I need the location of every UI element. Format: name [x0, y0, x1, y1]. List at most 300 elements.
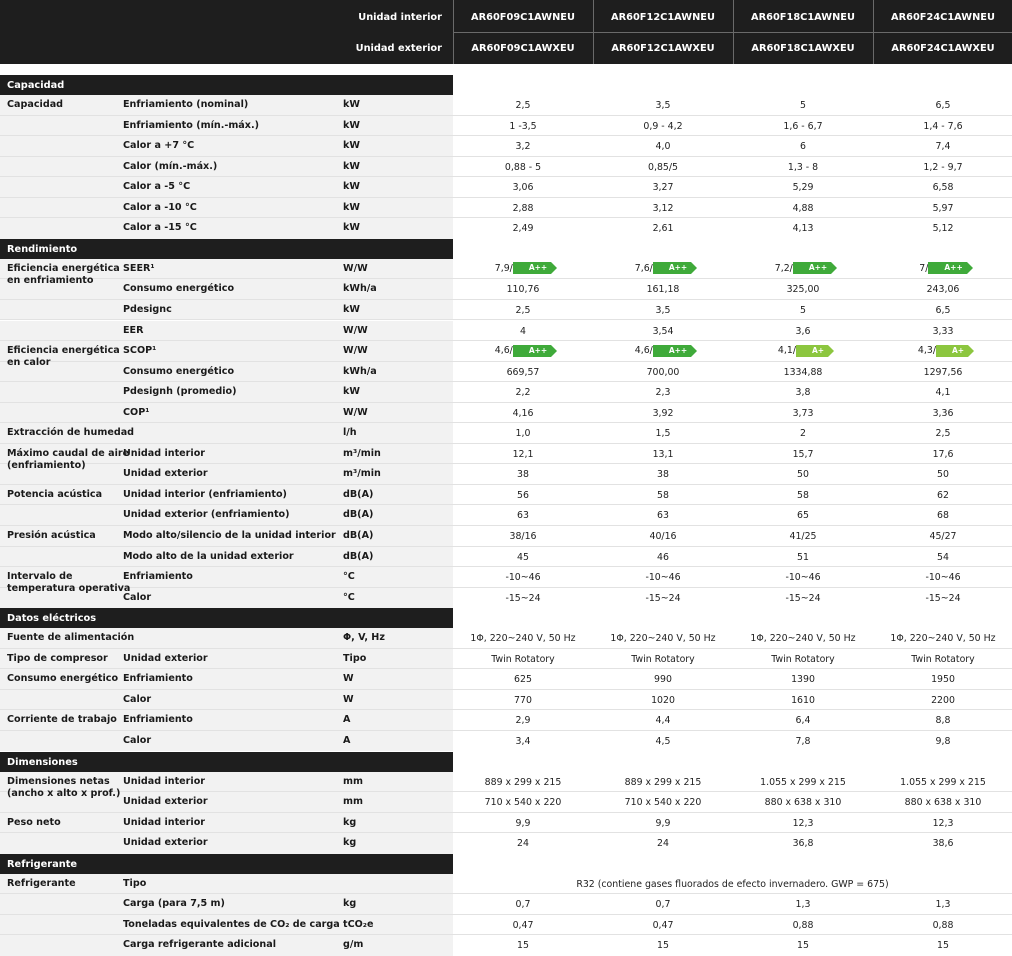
- value-cell: [873, 777, 1012, 789]
- value-text: 6,58: [932, 182, 954, 194]
- parameter-label: Toneladas equivalentes de CO₂ de carga: [123, 918, 340, 930]
- value-cell: [733, 797, 873, 809]
- value-text: 56: [517, 489, 529, 501]
- parameter-label: Enfriamiento (mín.-máx.): [123, 119, 260, 131]
- value-cell: [733, 572, 873, 584]
- value-cell: [453, 838, 593, 850]
- value-cell: [593, 797, 733, 809]
- table-row: [0, 464, 1012, 485]
- value-cell: [733, 940, 873, 952]
- value-text: 4: [520, 325, 526, 337]
- value-cell: [593, 674, 733, 686]
- value-cell: [593, 777, 733, 789]
- table-row: [0, 423, 1012, 444]
- unit-label: kg: [343, 898, 357, 910]
- parameter-label: Enfriamiento (nominal): [123, 99, 249, 110]
- value-text: 770: [514, 694, 532, 706]
- value-text: 5,12: [932, 223, 954, 235]
- value-cell: [873, 305, 1012, 317]
- value-cell: [453, 408, 593, 420]
- value-text: 4,16: [512, 407, 534, 419]
- value-text: 58: [657, 489, 669, 501]
- value-cell: [453, 899, 593, 911]
- value-text: 3,27: [652, 182, 674, 194]
- parameter-label: Enfriamiento: [123, 714, 193, 726]
- value-text: 68: [937, 510, 949, 522]
- value-text: 1,6 - 6,7: [783, 120, 823, 132]
- value-text: 15: [797, 940, 809, 952]
- value-cell: [873, 223, 1012, 235]
- value-cell: [593, 920, 733, 932]
- value-text: 3,33: [932, 325, 954, 337]
- value-text: 1Φ, 220~240 V, 50 Hz: [470, 633, 576, 645]
- table-row: [0, 198, 1012, 219]
- table-row: [0, 218, 1012, 239]
- table-row: [0, 362, 1012, 383]
- table-row: [0, 321, 1012, 342]
- outdoor-model: AR60F18C1AWXEU: [751, 43, 855, 54]
- value-text: 0,47: [512, 919, 534, 931]
- value-cell: [873, 695, 1012, 707]
- value-text: Twin Rotatory: [491, 653, 555, 665]
- table-row: [0, 505, 1012, 526]
- value-cell: [453, 490, 593, 502]
- value-cell: [873, 736, 1012, 748]
- energy-class-badge: A++: [793, 262, 831, 274]
- value-cell: [453, 654, 593, 666]
- value-cell: [873, 920, 1012, 932]
- value-cell: [453, 326, 593, 338]
- value-text: 4,0: [655, 141, 671, 153]
- value-cell: [873, 284, 1012, 296]
- value-text: -10~46: [785, 572, 821, 584]
- energy-class-badge: A++: [513, 262, 551, 274]
- value-text: 5,29: [792, 182, 814, 194]
- parameter-label: Consumo energético: [123, 283, 235, 295]
- value-cell: [733, 305, 873, 317]
- outdoor-model: AR60F09C1AWXEU: [471, 43, 575, 54]
- table-row: [0, 567, 1012, 595]
- value-cell: [873, 428, 1012, 440]
- value-cell: [733, 777, 873, 789]
- value-cell: [453, 736, 593, 748]
- energy-class-badge: A++: [513, 345, 551, 357]
- unit-label: kW: [343, 222, 360, 234]
- table-row: [0, 669, 1012, 690]
- value-cell: [873, 203, 1012, 215]
- parameter-label: Pdesignh (promedio): [123, 386, 237, 398]
- unit-label: W: [343, 673, 354, 685]
- value-cell: [873, 797, 1012, 809]
- table-row: [0, 792, 1012, 813]
- value-text: 1Φ, 220~240 V, 50 Hz: [610, 633, 716, 645]
- parameter-label: Carga refrigerante adicional: [123, 939, 276, 951]
- value-text: 1Φ, 220~240 V, 50 Hz: [890, 633, 996, 645]
- unit-label: kWh/a: [343, 283, 377, 295]
- parameter-label: Calor: [123, 693, 152, 705]
- value-cell: [453, 162, 593, 174]
- value-cell: [593, 141, 733, 153]
- value-text: 9,9: [655, 817, 671, 829]
- table-row: [0, 915, 1012, 936]
- value-cell: [593, 899, 733, 911]
- value-text: 2,5: [515, 100, 531, 111]
- value-text: 2: [800, 428, 806, 440]
- section-title: Capacidad: [7, 80, 65, 91]
- table-row: [0, 588, 1012, 609]
- value-text: 243,06: [926, 284, 960, 296]
- value-cell: [873, 408, 1012, 420]
- group-label: Eficiencia energética en calor: [7, 345, 120, 369]
- value-cell: [733, 715, 873, 727]
- value-text: 110,76: [506, 284, 540, 296]
- value-text: 3,54: [652, 325, 674, 337]
- parameter-label: Enfriamiento: [123, 673, 193, 685]
- value-cell: [593, 182, 733, 194]
- table-row: [0, 485, 1012, 506]
- value-text: 2,2: [515, 387, 531, 399]
- value-cell: [733, 162, 873, 174]
- table-row: [0, 649, 1012, 670]
- value-text: 1.055 x 299 x 215: [900, 776, 986, 788]
- unit-label: kW: [343, 181, 360, 193]
- value-cell: [733, 326, 873, 338]
- parameter-label: Modo alto de la unidad exterior: [123, 550, 294, 562]
- unit-label: kg: [343, 816, 357, 828]
- value-cell: [733, 342, 873, 360]
- value-cell: [593, 633, 733, 645]
- group-label: Dimensiones netas (ancho x alto x prof.): [7, 775, 121, 799]
- value-text: 161,18: [646, 284, 680, 296]
- value-text: 3,12: [652, 202, 674, 214]
- value-cell: [733, 838, 873, 850]
- value-text: 990: [654, 674, 672, 686]
- value-text: 3,4: [515, 735, 531, 747]
- value-text: 1334,88: [783, 366, 823, 378]
- value-cell: [593, 654, 733, 666]
- value-cell: [873, 141, 1012, 153]
- value-cell: [873, 469, 1012, 481]
- value-text: 40/16: [649, 531, 677, 542]
- value-cell: [873, 674, 1012, 686]
- value-cell: [873, 367, 1012, 379]
- value-text: -10~46: [645, 572, 681, 584]
- value-text: 1020: [651, 694, 675, 706]
- value-cell: [733, 674, 873, 686]
- parameter-label: Pdesignc: [123, 303, 172, 315]
- unit-label: dB(A): [343, 550, 374, 562]
- value-text: 2,5: [515, 304, 531, 316]
- energy-class-badge: A+: [936, 345, 968, 357]
- value-cell: [873, 449, 1012, 461]
- value-text: 24: [657, 838, 669, 850]
- unit-label: Φ, V, Hz: [343, 632, 385, 644]
- value-text: 880 x 638 x 310: [904, 797, 982, 809]
- unit-label: W/W: [343, 262, 368, 274]
- table-row: [0, 403, 1012, 424]
- parameter-label: COP¹: [123, 406, 150, 418]
- value-cell: [873, 182, 1012, 194]
- parameter-label: Unidad interior (enfriamiento): [123, 488, 287, 500]
- value-cell: [593, 572, 733, 584]
- value-text: 17,6: [932, 448, 954, 460]
- unit-label: kW: [343, 160, 360, 172]
- value-text: 1Φ, 220~240 V, 50 Hz: [750, 633, 856, 645]
- value-cell: [593, 510, 733, 522]
- value-text: 46: [657, 551, 669, 563]
- value-cell: [593, 326, 733, 338]
- parameter-label: Unidad interior: [123, 775, 206, 787]
- value-cell: [733, 367, 873, 379]
- group-label: Presión acústica: [7, 530, 96, 541]
- value-cell: [453, 121, 593, 133]
- table-row: [0, 894, 1012, 915]
- parameter-label: Unidad exterior: [123, 652, 208, 664]
- value-text: 2,49: [512, 223, 534, 235]
- value-cell: [733, 818, 873, 830]
- value-cell: [453, 633, 593, 645]
- value-text: 4,6/: [494, 345, 513, 357]
- value-text: 1390: [791, 674, 815, 686]
- value-text: 0,7: [655, 899, 671, 911]
- value-text: 1950: [931, 674, 955, 686]
- value-cell: [873, 100, 1012, 112]
- table-row: [0, 341, 1012, 369]
- value-cell: [593, 428, 733, 440]
- group-label: Eficiencia energética en enfriamiento: [7, 262, 120, 286]
- section-header: [0, 752, 453, 772]
- value-text: -15~24: [785, 592, 821, 604]
- value-cell: [453, 510, 593, 522]
- value-cell: [453, 305, 593, 317]
- value-text: Twin Rotatory: [911, 653, 975, 665]
- value-text: 4,88: [792, 202, 814, 214]
- group-label: Potencia acústica: [7, 488, 103, 500]
- unit-label: kW: [343, 99, 360, 110]
- value-cell: [593, 736, 733, 748]
- parameter-label: Calor a +7 °C: [123, 140, 195, 152]
- value-text: 58: [797, 489, 809, 501]
- unit-label: kW: [343, 119, 360, 131]
- value-cell: [593, 121, 733, 133]
- value-text: 3,06: [512, 182, 534, 194]
- value-text: 3,2: [515, 141, 531, 153]
- outdoor-model: AR60F24C1AWXEU: [891, 43, 995, 54]
- value-cell: [593, 284, 733, 296]
- value-text: 65: [797, 510, 809, 522]
- value-text: 2,3: [655, 387, 671, 399]
- value-text: 4,1: [935, 387, 951, 399]
- value-text: 24: [517, 838, 529, 850]
- value-text: 5: [800, 304, 806, 316]
- indoor-model: AR60F09C1AWNEU: [471, 12, 575, 23]
- value-text: -15~24: [925, 592, 961, 604]
- value-cell: [873, 818, 1012, 830]
- value-cell: [733, 510, 873, 522]
- value-cell: [593, 203, 733, 215]
- parameter-label: SCOP¹: [123, 345, 157, 357]
- unit-label: W/W: [343, 406, 368, 418]
- value-text: Twin Rotatory: [631, 653, 695, 665]
- value-cell: [453, 284, 593, 296]
- value-cell: [453, 674, 593, 686]
- value-cell: [453, 777, 593, 789]
- value-cell: R32 (contiene gases fluorados de efecto invernadero. GWP = 675): [576, 878, 889, 890]
- value-cell: [593, 531, 733, 543]
- value-text: 3,8: [795, 387, 811, 399]
- value-text: 38: [517, 469, 529, 481]
- indoor-model: AR60F18C1AWNEU: [751, 12, 855, 23]
- group-label: Extracción de humedad: [7, 427, 135, 439]
- table-row: [0, 279, 1012, 300]
- value-cell: [453, 469, 593, 481]
- value-text: 0,47: [652, 919, 674, 931]
- unit-label: dB(A): [343, 509, 374, 521]
- unit-label: °C: [343, 571, 355, 583]
- unit-label: A: [343, 714, 351, 726]
- value-cell: [453, 818, 593, 830]
- value-text: 62: [937, 489, 949, 501]
- value-text: 13,1: [652, 448, 674, 460]
- value-cell: [733, 428, 873, 440]
- value-text: 710 x 540 x 220: [484, 797, 562, 809]
- table-header: [0, 0, 1012, 64]
- value-cell: [593, 162, 733, 174]
- value-text: 6,5: [935, 100, 951, 111]
- indoor-unit-label: Unidad interior: [358, 12, 442, 23]
- unit-label: dB(A): [343, 488, 374, 500]
- value-text: 38/16: [509, 531, 537, 542]
- value-text: 1,0: [515, 428, 531, 440]
- value-text: 54: [937, 551, 949, 563]
- value-cell: [593, 818, 733, 830]
- value-text: 7,2/: [774, 262, 793, 274]
- value-text: 7,9/: [494, 262, 513, 274]
- group-label: Máximo caudal de aire (enfriamiento): [7, 447, 130, 471]
- energy-class-badge: A+: [796, 345, 828, 357]
- value-text: 0,85/5: [648, 161, 678, 173]
- parameter-label: SEER¹: [123, 262, 155, 274]
- table-row: [0, 772, 1012, 799]
- group-label: Fuente de alimentación: [7, 632, 135, 644]
- value-cell: [873, 387, 1012, 399]
- group-label: Peso neto: [7, 816, 61, 828]
- value-text: 3,73: [792, 407, 814, 419]
- parameter-label: Enfriamiento: [123, 571, 193, 583]
- value-cell: [593, 490, 733, 502]
- unit-label: kW: [343, 386, 360, 398]
- value-text: 12,3: [792, 817, 814, 829]
- value-cell: [453, 387, 593, 399]
- value-cell: [453, 940, 593, 952]
- value-cell: [733, 469, 873, 481]
- value-text: 1,4 - 7,6: [923, 120, 963, 132]
- table-row: [0, 874, 1012, 895]
- value-cell: [593, 552, 733, 564]
- value-cell: [873, 899, 1012, 911]
- value-cell: [453, 797, 593, 809]
- value-text: 9,8: [935, 735, 951, 747]
- value-text: 3,6: [795, 325, 811, 337]
- value-cell: [733, 695, 873, 707]
- table-row: [0, 116, 1012, 137]
- value-text: 2,9: [515, 715, 531, 727]
- group-label: Tipo de compresor: [7, 652, 108, 664]
- value-text: 710 x 540 x 220: [624, 797, 702, 809]
- unit-label: W/W: [343, 345, 368, 357]
- value-cell: [453, 715, 593, 727]
- value-text: 4,4: [655, 715, 671, 727]
- group-label: Corriente de trabajo: [7, 714, 117, 726]
- energy-class-badge: A++: [653, 262, 691, 274]
- value-text: 1610: [791, 694, 815, 706]
- value-cell: [453, 100, 593, 112]
- value-cell: [733, 284, 873, 296]
- value-text: 2,5: [935, 428, 951, 440]
- value-text: 15: [657, 940, 669, 952]
- value-cell: [873, 593, 1012, 605]
- value-text: 1.055 x 299 x 215: [760, 776, 846, 788]
- table-row: [0, 526, 1012, 547]
- value-cell: [733, 490, 873, 502]
- table-row: [0, 382, 1012, 403]
- table-row: [0, 833, 1012, 854]
- parameter-label: Calor: [123, 734, 152, 746]
- section-title: Dimensiones: [7, 756, 78, 768]
- energy-class-badge: A++: [928, 262, 966, 274]
- value-cell: [593, 387, 733, 399]
- value-cell: [873, 572, 1012, 584]
- value-text: 7,6/: [634, 262, 653, 274]
- section-header: [0, 854, 453, 874]
- value-text: 45/27: [929, 531, 957, 542]
- unit-label: kg: [343, 837, 357, 849]
- value-text: 1,3: [935, 899, 951, 911]
- value-text: 51: [797, 551, 809, 563]
- value-cell: [873, 633, 1012, 645]
- value-cell: [873, 838, 1012, 850]
- value-text: 889 x 299 x 215: [484, 776, 562, 788]
- section-header: [0, 239, 453, 259]
- value-text: 7,4: [935, 141, 951, 153]
- value-text: 5: [800, 100, 806, 111]
- value-cell: [593, 342, 733, 360]
- value-text: 4,3/: [917, 345, 936, 357]
- value-cell: [453, 182, 593, 194]
- table-row: [0, 813, 1012, 834]
- value-text: 1,3 - 8: [787, 161, 819, 173]
- value-cell: [733, 593, 873, 605]
- value-text: 669,57: [506, 366, 540, 378]
- value-text: 63: [517, 510, 529, 522]
- unit-label: l/h: [343, 427, 357, 439]
- value-cell: [873, 510, 1012, 522]
- value-cell: [453, 531, 593, 543]
- value-text: 0,9 - 4,2: [643, 120, 683, 132]
- value-text: 2200: [931, 694, 955, 706]
- table-row: [0, 444, 1012, 471]
- value-cell: [593, 469, 733, 481]
- parameter-label: Unidad interior: [123, 447, 206, 459]
- table-row: [0, 157, 1012, 178]
- value-cell: [733, 552, 873, 564]
- value-cell: [733, 736, 873, 748]
- table-row: [0, 300, 1012, 321]
- value-text: 1,3: [795, 899, 811, 911]
- value-cell: [593, 305, 733, 317]
- parameter-label: Tipo: [123, 877, 147, 889]
- table-row: [0, 710, 1012, 731]
